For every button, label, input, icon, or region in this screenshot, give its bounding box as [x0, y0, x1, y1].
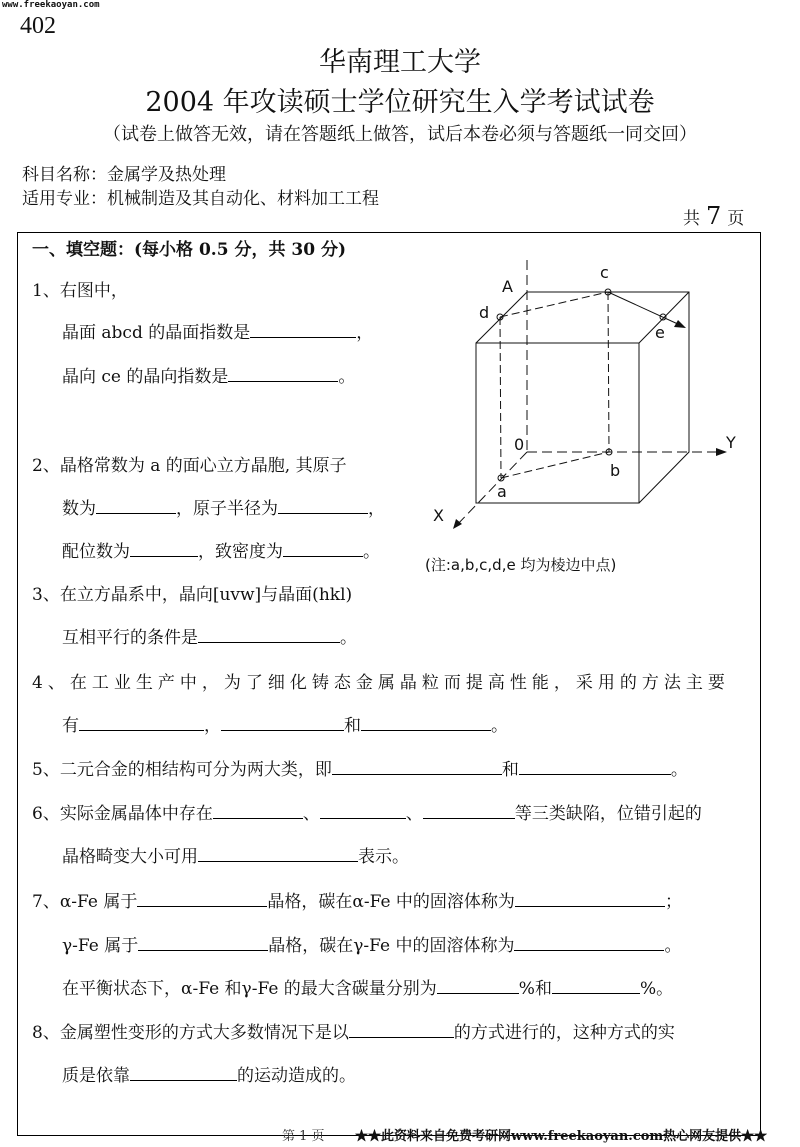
text: 和	[501, 760, 519, 780]
text: 。	[664, 936, 682, 956]
text: 晶格，碳在α-Fe 中的固溶体称为	[267, 892, 515, 912]
text: 。	[338, 367, 356, 387]
label-c: c	[600, 263, 609, 282]
text: 晶格畸变大小可用	[62, 847, 198, 867]
answer-blank	[332, 760, 502, 775]
text: 。	[363, 542, 380, 562]
answer-blank	[361, 716, 491, 731]
answer-blank	[130, 1066, 237, 1081]
text: 。	[491, 716, 508, 736]
text: 的运动造成的。	[237, 1066, 356, 1086]
q3-line1: 3、在立方晶系中，晶向[uvw]与晶面(hkl)	[32, 585, 353, 605]
q7-line1	[32, 887, 682, 912]
q7-line3	[62, 974, 673, 999]
text: ，	[356, 323, 374, 343]
line-cb	[608, 292, 609, 452]
answer-blank	[320, 804, 406, 819]
text: %和	[518, 979, 552, 999]
answer-blank	[514, 936, 664, 951]
exam-notice: （试卷上做答无效，请在答题纸上做答，试后本卷必须与答题纸一同交回）	[103, 124, 697, 145]
answer-blank	[423, 804, 515, 819]
text: 晶向 ce 的晶向指数是	[62, 367, 229, 387]
exam-code: 402	[20, 13, 56, 39]
subject-name: 科目名称：金属学及热处理	[22, 165, 226, 185]
text: 有	[62, 716, 79, 736]
answer-blank	[198, 847, 358, 862]
answer-blank	[137, 892, 267, 907]
text: 互相平行的条件是	[62, 628, 198, 648]
text: 7、α-Fe 属于	[32, 892, 138, 912]
answer-blank	[519, 760, 671, 775]
label-d: d	[479, 303, 490, 322]
text: ，原子半径为	[176, 499, 278, 519]
text: 5、二元合金的相结构可分为两大类，即	[32, 760, 332, 780]
university-name: 华南理工大学	[319, 47, 481, 78]
answer-blank	[515, 892, 665, 907]
applicable-major: 适用专业：机械制造及其自动化、材料加工工程	[22, 189, 379, 209]
text: 。	[670, 760, 688, 780]
text: 等三类缺陷，位错引起的	[514, 804, 702, 824]
text: ，致密度为	[198, 542, 283, 562]
text: 、	[405, 804, 423, 824]
answer-blank	[221, 716, 344, 731]
text: 。	[340, 628, 357, 648]
text: 、	[302, 804, 320, 824]
arrow-e	[674, 320, 686, 328]
q5-line1	[32, 755, 688, 780]
text: %。	[639, 979, 674, 999]
label-b: b	[610, 461, 621, 480]
q6-line2	[62, 842, 409, 867]
text: ，	[368, 499, 385, 519]
label-a: a	[497, 482, 507, 501]
line-ab	[501, 452, 609, 478]
text: 和	[344, 716, 361, 736]
label-X: X	[433, 506, 444, 525]
pages-number: 7	[706, 202, 722, 230]
answer-blank	[138, 936, 268, 951]
text: 质是依靠	[62, 1066, 130, 1086]
label-A: A	[502, 277, 513, 296]
answer-blank	[198, 628, 340, 643]
q4-line1: 4、在工业生产中，为了细化铸态金属晶粒而提高性能，采用的方法主要	[32, 673, 730, 693]
text: 数为	[62, 499, 96, 519]
pages-prefix: 共	[683, 209, 700, 229]
footer-source: ★★此资料来自免费考研网www.freekaoyan.com热心网友提供★★	[355, 1129, 768, 1144]
x-axis	[455, 452, 527, 527]
answer-blank	[552, 979, 640, 994]
direction-ce	[608, 292, 680, 325]
text: 在平衡状态下，α-Fe 和γ-Fe 的最大含碳量分别为	[62, 979, 437, 999]
line-dc	[500, 292, 608, 317]
q7-line2	[62, 931, 681, 956]
page-number: 第 1 页	[282, 1129, 325, 1144]
pages-suffix: 页	[727, 209, 745, 229]
answer-blank	[79, 716, 204, 731]
answer-blank	[437, 979, 519, 994]
figure-caption: (注:a,b,c,d,e 均为棱边中点)	[425, 556, 617, 574]
line-da	[500, 317, 501, 478]
answer-blank	[213, 804, 303, 819]
label-Y: Y	[726, 433, 736, 452]
text: ，	[204, 716, 221, 736]
exam-title: 2004 年攻读硕士学位研究生入学考试试卷	[145, 87, 655, 118]
q8-line1	[32, 1018, 675, 1043]
text: ；	[664, 892, 682, 912]
q1-intro: 1、右图中，	[32, 281, 128, 301]
q4-line2	[62, 711, 508, 736]
section-title: 一、填空题：(每小格 0.5 分，共 30 分)	[32, 240, 346, 260]
text: 的方式进行的，这种方式的实	[453, 1023, 675, 1043]
site-url: www.freekaoyan.com	[2, 0, 100, 10]
q3-line2	[62, 623, 357, 648]
label-e: e	[655, 323, 665, 342]
q2-line1: 2、晶格常数为 a 的面心立方晶胞, 其原子	[32, 456, 347, 476]
text: 6、实际金属晶体中存在	[32, 804, 213, 824]
text: γ-Fe 属于	[62, 936, 139, 956]
text: 8、金属塑性变形的方式大多数情况下是以	[32, 1023, 349, 1043]
text: 晶格，碳在γ-Fe 中的固溶体称为	[268, 936, 515, 956]
q8-line2	[62, 1061, 356, 1086]
text: 配位数为	[62, 542, 130, 562]
label-origin: 0	[514, 435, 525, 454]
answer-blank	[349, 1023, 454, 1038]
text: 晶面 abcd 的晶面指数是	[62, 323, 251, 343]
q6-line1	[32, 799, 702, 824]
text: 表示。	[358, 847, 409, 867]
